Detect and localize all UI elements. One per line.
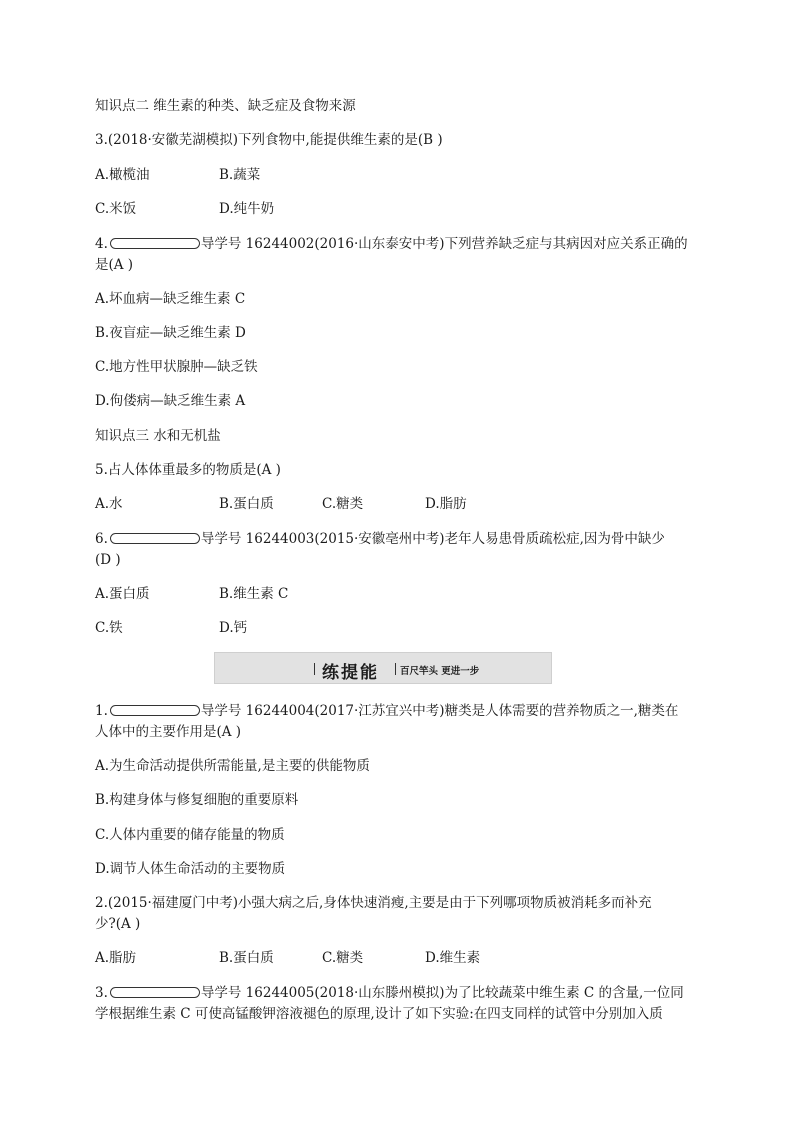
section-heading-knowledge-point-2: 知识点二 维生素的种类、缺乏症及食物来源 — [95, 98, 356, 114]
question-6-option-a: A.蛋白质 — [95, 586, 150, 602]
practice-1-text: 导学号 16244004(2017·江苏宜兴中考)糖类是人体需要的营养物质之一,糖类在 — [200, 703, 679, 719]
practice-2-option-d: D.维生素 — [425, 950, 481, 966]
question-4-line-2: 是(A ) — [95, 257, 134, 273]
practice-2-option-b: B.蛋白质 — [219, 950, 274, 966]
question-5-text: 5.占人体体重最多的物质是(A ) — [95, 462, 281, 478]
practice-1-option-a: A.为生命活动提供所需能量,是主要的供能物质 — [95, 758, 370, 774]
question-4-number: 4. — [95, 236, 108, 252]
question-4-text: 导学号 16244002(2016·山东泰安中考)下列营养缺乏症与其病因对应关系正确的 — [200, 236, 688, 252]
question-4-option-b: B.夜盲症—缺乏维生素 D — [95, 325, 246, 341]
question-3-option-a: A.橄榄油 — [95, 167, 150, 183]
practice-2-line-1: 2.(2015·福建厦门中考)小强大病之后,身体快速消瘦,主要是由于下列哪项物质被消耗多而补充 — [95, 895, 652, 911]
question-6-line-2: (D ) — [95, 552, 121, 568]
question-5-option-b: B.蛋白质 — [219, 496, 274, 512]
practice-1-number: 1. — [95, 703, 108, 719]
question-4-option-d: D.佝偻病—缺乏维生素 A — [95, 393, 246, 409]
question-3-option-b: B.蔬菜 — [219, 167, 261, 183]
question-6-number: 6. — [95, 531, 108, 547]
question-3-option-c: C.米饭 — [95, 201, 137, 217]
question-4-option-c: C.地方性甲状腺肿—缺乏铁 — [95, 359, 258, 375]
practice-3-text: 导学号 16244005(2018·山东滕州模拟)为了比较蔬菜中维生素 C 的含量,一位同 — [200, 985, 684, 1001]
practice-1-option-d: D.调节人体生命活动的主要物质 — [95, 861, 286, 877]
practice-1-line-1 — [95, 702, 678, 720]
practice-3-number: 3. — [95, 985, 108, 1001]
question-6-option-c: C.铁 — [95, 620, 123, 636]
practice-1-option-c: C.人体内重要的储存能量的物质 — [95, 827, 285, 843]
question-6-line-1 — [95, 530, 665, 548]
practice-3-line-2: 学根据维生素 C 可使高锰酸钾溶液褪色的原理,设计了如下实验:在四支同样的试管中分别加入质 — [95, 1006, 663, 1022]
banner-divider-right — [395, 663, 396, 675]
question-4-option-a: A.坏血病—缺乏维生素 C — [95, 291, 246, 307]
banner-title: 练提能 — [322, 663, 379, 683]
guide-number-box — [110, 533, 200, 544]
guide-number-box — [110, 987, 200, 998]
question-4-line-1 — [95, 235, 688, 253]
question-6-option-b: B.维生素 C — [219, 586, 289, 602]
section-banner-practice — [214, 652, 552, 684]
question-5-option-a: A.水 — [95, 496, 123, 512]
section-heading-knowledge-point-3: 知识点三 水和无机盐 — [95, 428, 221, 444]
guide-number-box — [110, 705, 200, 716]
question-3-option-d: D.纯牛奶 — [219, 201, 275, 217]
banner-subtitle: 百尺竿头 更进一步 — [400, 666, 480, 677]
guide-number-box — [110, 238, 200, 249]
practice-2-line-2: 少?(A ) — [95, 916, 141, 932]
question-6-option-d: D.钙 — [219, 620, 248, 636]
practice-1-option-b: B.构建身体与修复细胞的重要原料 — [95, 792, 299, 808]
banner-divider-left — [314, 663, 315, 675]
practice-2-option-c: C.糖类 — [322, 950, 364, 966]
question-3-text: 3.(2018·安徽芜湖模拟)下列食物中,能提供维生素的是(B ) — [95, 132, 443, 148]
question-5-option-d: D.脂肪 — [425, 496, 467, 512]
practice-1-line-2: 人体中的主要作用是(A ) — [95, 724, 242, 740]
practice-3-line-1 — [95, 984, 684, 1002]
question-6-text: 导学号 16244003(2015·安徽亳州中考)老年人易患骨质疏松症,因为骨中缺少 — [200, 531, 665, 547]
practice-2-option-a: A.脂肪 — [95, 950, 137, 966]
question-5-option-c: C.糖类 — [322, 496, 364, 512]
